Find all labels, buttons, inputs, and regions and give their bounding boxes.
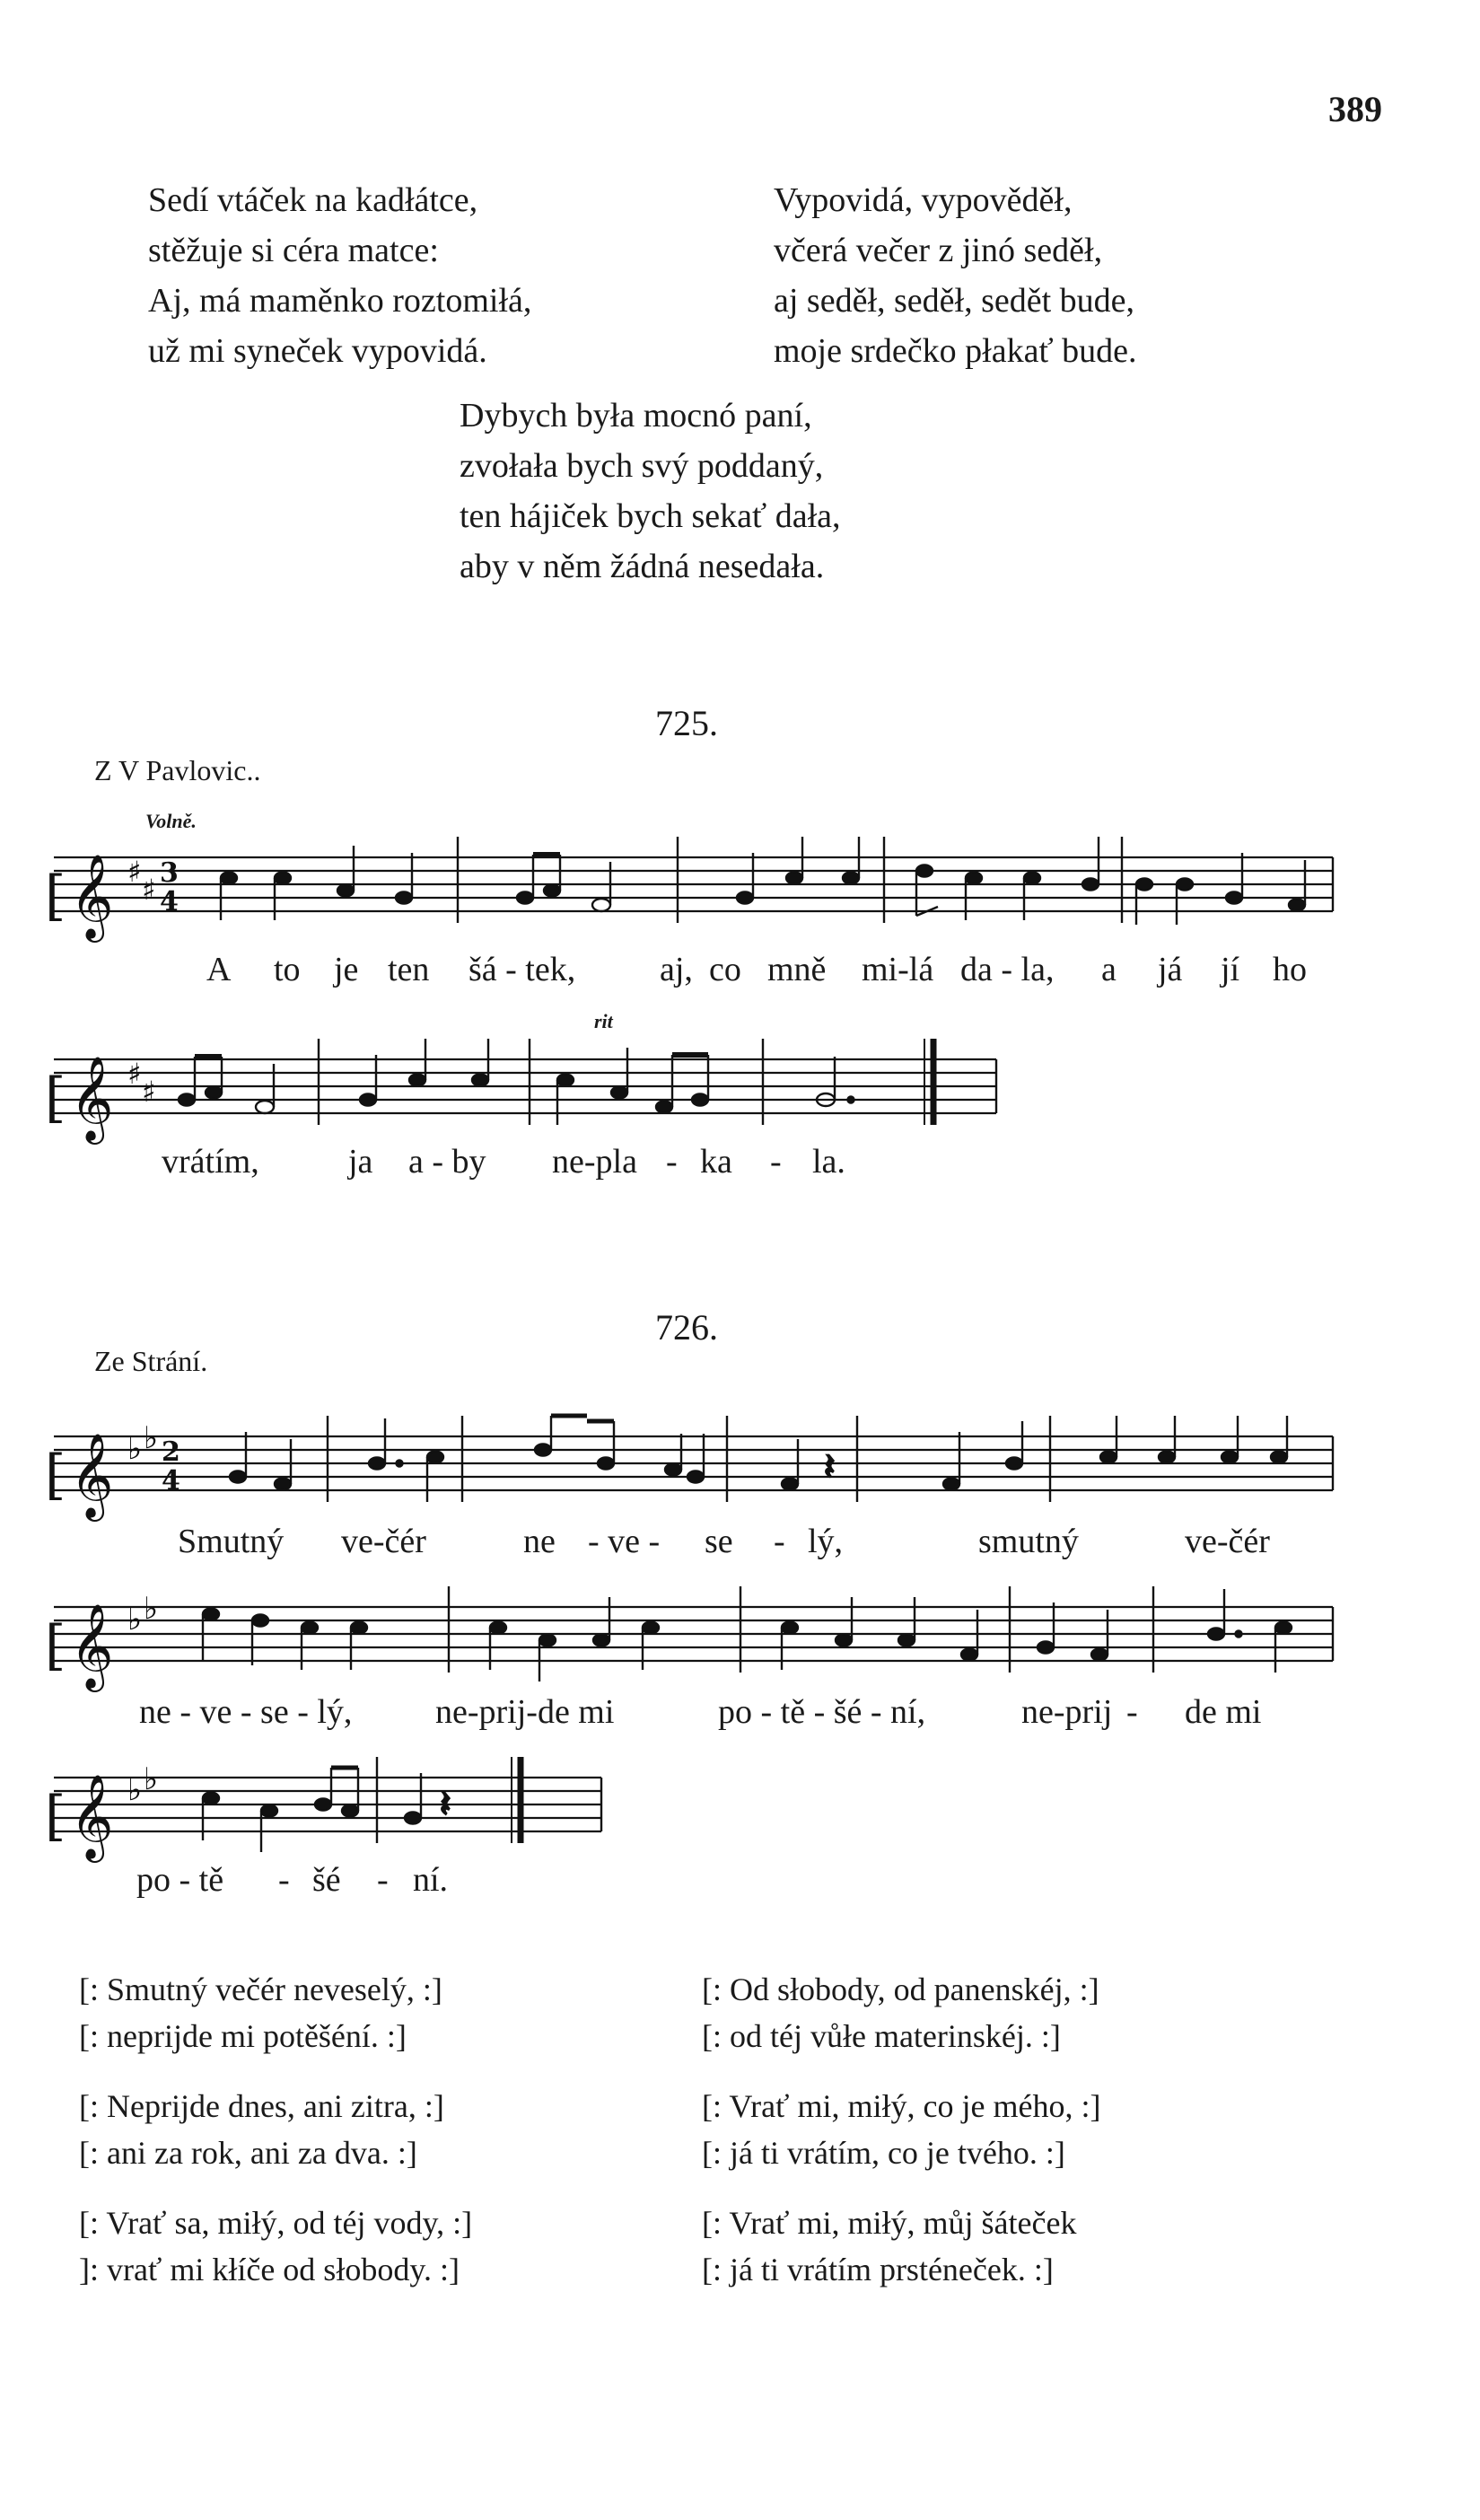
page-number: 389 xyxy=(1328,89,1382,129)
music-staff xyxy=(45,1585,1355,1701)
verse-line: [: Vrať mi, miłý, můj šáteček xyxy=(702,2205,1077,2241)
lyric: ve-čér xyxy=(341,1523,426,1560)
lyric: ne - ve - se - lý, xyxy=(139,1693,353,1731)
treble-clef-icon: 𝄞 xyxy=(70,1056,114,1141)
lyric: vrátím, xyxy=(162,1143,259,1181)
stanza-line: moje srdečko płakať bude. xyxy=(774,332,1137,370)
flat-icon: ♭ xyxy=(127,1431,143,1467)
notes-group xyxy=(230,1416,1333,1502)
stanza-line: stěžuje si céra matce: xyxy=(148,232,439,269)
rest-icon: 𝄽 xyxy=(440,1784,451,1825)
flat-icon: ♭ xyxy=(127,1602,143,1638)
lyric: - xyxy=(278,1861,290,1899)
lyric: da - la, xyxy=(960,951,1055,988)
lyric: šé xyxy=(312,1861,341,1899)
lyric: ho xyxy=(1273,951,1307,988)
lyric: - ve - xyxy=(588,1523,661,1560)
verse-line: [: Vrať sa, miłý, od téj vody, :] xyxy=(79,2205,473,2241)
verse-line: [: neprijde mi potěšéní. :] xyxy=(79,2018,407,2054)
lyric: - xyxy=(377,1861,389,1899)
song-origin: Z V Pavlovic.. xyxy=(94,754,261,786)
lyric: mně xyxy=(767,951,827,988)
verse-line: [: Neprijde dnes, ani zitra, :] xyxy=(79,2088,444,2124)
lyric: po - tě - šé - ní, xyxy=(718,1693,926,1731)
treble-clef-icon: 𝄞 xyxy=(70,854,114,939)
lyric: po - tě xyxy=(136,1861,224,1899)
lyric: ne xyxy=(523,1523,556,1560)
song-number: 725. xyxy=(655,703,718,743)
stanza-line: včerá večer z jinó seděł, xyxy=(774,232,1103,269)
lyric: ní. xyxy=(413,1861,449,1899)
rest-icon: 𝄽 xyxy=(824,1446,836,1488)
music-staff xyxy=(45,1414,1355,1531)
stanza-line: Dybych była mocnó paní, xyxy=(460,397,812,435)
rit-marking: rit xyxy=(594,1010,613,1032)
lyric: la. xyxy=(812,1143,845,1181)
bracket-symbol: [ xyxy=(45,1444,66,1506)
flat-icon: ♭ xyxy=(127,1772,143,1808)
lyric: se xyxy=(705,1523,733,1560)
treble-clef-icon: 𝄞 xyxy=(70,1603,114,1689)
lyric: - xyxy=(774,1523,785,1560)
lyric: ve-čér xyxy=(1185,1523,1270,1560)
verse-line: [: já ti vrátím prsténeček. :] xyxy=(702,2252,1054,2287)
time-signature-numerator: 3 xyxy=(160,857,179,889)
stanza-left xyxy=(148,175,531,376)
music-staff xyxy=(45,835,1355,952)
lyric: lý, xyxy=(808,1523,844,1560)
lyric: de mi xyxy=(1185,1693,1262,1731)
stanza-line: Aj, má maměnko roztomiłá, xyxy=(148,282,532,320)
lyric: - xyxy=(666,1143,678,1181)
tempo-marking: Volně. xyxy=(145,810,197,832)
lyric: ne-prij xyxy=(1021,1693,1113,1731)
notes-group xyxy=(179,1039,996,1125)
lyric: ne-prij-de mi xyxy=(435,1693,615,1731)
stanza-line: aby v něm žádná nesedała. xyxy=(460,548,825,585)
lyric: a xyxy=(1101,951,1117,988)
time-signature-denominator: 4 xyxy=(160,886,179,918)
song-number: 726. xyxy=(655,1307,718,1348)
bracket-symbol: [ xyxy=(45,1785,66,1848)
lyric: ten xyxy=(388,951,430,988)
lyric: co xyxy=(709,951,741,988)
verse-line: [: ani za rok, ani za dva. :] xyxy=(79,2135,417,2171)
stanza-center xyxy=(460,391,841,592)
stanza-line: Vypovidá, vypověděł, xyxy=(774,181,1073,219)
lyric: A xyxy=(206,951,232,988)
treble-clef-icon: 𝄞 xyxy=(70,1433,114,1518)
lyric: a - by xyxy=(408,1143,486,1181)
lyric: ne-pla xyxy=(552,1143,637,1181)
verse-line: [: Od słobody, od panenskéj, :] xyxy=(702,1971,1099,2007)
flat-icon: ♭ xyxy=(144,1420,159,1456)
lyric: mi-lá xyxy=(862,951,934,988)
bracket-symbol: [ xyxy=(45,1614,66,1677)
flat-icon: ♭ xyxy=(144,1591,159,1627)
verse-line: [: Smutný večér neveselý, :] xyxy=(79,1971,442,2007)
flat-icon: ♭ xyxy=(144,1761,159,1797)
lyric: to xyxy=(274,951,301,988)
lyric: - xyxy=(1126,1693,1138,1731)
sharp-icon: ♯ xyxy=(142,1075,156,1109)
music-staff xyxy=(45,1755,619,1872)
verse-line: ]: vrať mi kłíče od słobody. :] xyxy=(79,2252,460,2287)
lyric: - xyxy=(770,1143,782,1181)
lyric: aj, xyxy=(660,951,693,988)
stanza-line: už mi syneček vypovidá. xyxy=(148,332,487,370)
bracket-symbol: [ xyxy=(45,1067,66,1129)
sharp-icon: ♯ xyxy=(127,1057,142,1091)
lyric: já xyxy=(1158,951,1183,988)
stanza-line: aj seděł, seděł, sedět bude, xyxy=(774,282,1135,320)
lyric: smutný xyxy=(978,1523,1079,1560)
time-signature-numerator: 2 xyxy=(162,1436,180,1468)
stanza-right xyxy=(774,175,1137,376)
lyric: ja xyxy=(348,1143,373,1181)
lyric: jí xyxy=(1221,951,1240,988)
lyric: je xyxy=(334,951,359,988)
treble-clef-icon: 𝄞 xyxy=(70,1774,114,1859)
stanza-line: zvołała bych svý poddaný, xyxy=(460,447,824,485)
stanza-line: Sedí vtáček na kadłátce, xyxy=(148,181,478,219)
stanza-line: ten hájiček bych sekať dała, xyxy=(460,497,841,535)
lyric: Smutný xyxy=(178,1523,285,1560)
sharp-icon: ♯ xyxy=(142,873,156,907)
verse-line: [: od téj vůłe materinskéj. :] xyxy=(702,2018,1061,2054)
verse-line: [: Vrať mi, miłý, co je mého, :] xyxy=(702,2088,1101,2124)
time-signature-denominator: 4 xyxy=(162,1465,180,1497)
sharp-icon: ♯ xyxy=(127,855,142,889)
song-origin: Ze Strání. xyxy=(94,1345,208,1377)
music-staff xyxy=(45,1037,1014,1154)
bracket-symbol: [ xyxy=(45,865,66,927)
lyric: ka xyxy=(700,1143,732,1181)
verse-line: [: já ti vrátím, co je tvého. :] xyxy=(702,2135,1065,2171)
lyric: šá - tek, xyxy=(469,951,576,988)
